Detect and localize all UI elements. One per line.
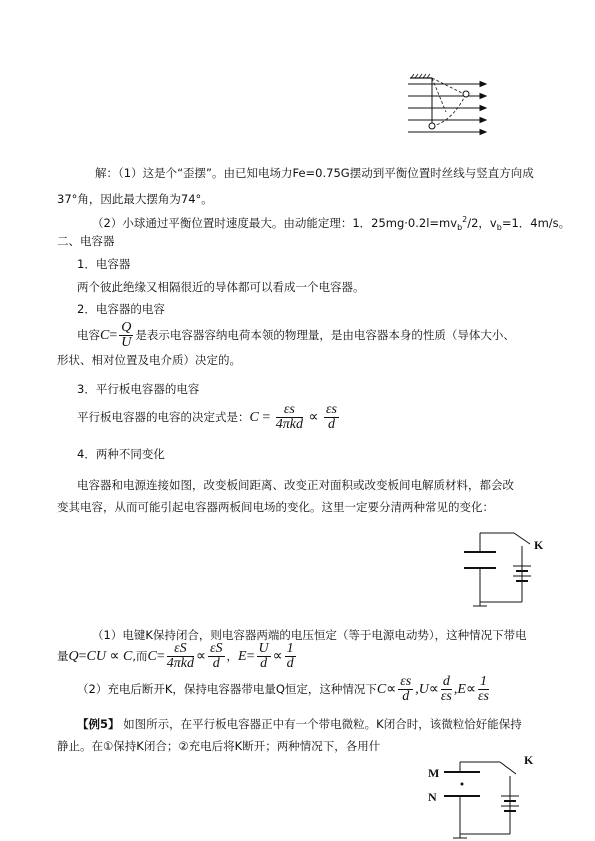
capacitance-definition-cont: 形状、相对位置及电介质）决定的。 — [57, 353, 241, 367]
pendulum-field-figure — [398, 72, 490, 138]
switch-k-label: K — [534, 538, 544, 552]
case2-formulas: （2）充电后断开K，保持电容器带电量Q恒定，这种情况下C∝ $\frac{\varepsilon s}{d}$ ,U∝ $\frac{d}{\varepsilon s}$ ,E∝ $\frac{1}{\varepsilon s}$ — [77, 674, 489, 704]
subsection-2-title: 2．电容器的电容 — [77, 302, 165, 316]
subsection-4-title: 4．两种不同变化 — [77, 447, 165, 461]
example-5-label: 【例5】 — [77, 717, 120, 731]
solution-part1-line1: 解：（1）这是个“歪摆”。由已知电场力Fe=0.75G摆动到平衡位置时丝线与竖直方向成 — [95, 166, 534, 180]
subsection-1-text: 两个彼此绝缘又相隔很近的导体都可以看成一个电容器。 — [77, 280, 365, 294]
capacitance-definition: 电容C= $\frac{Q}{U}$ 是表示电容器容纳电荷本领的物理量，是由电容器本身的性质（导体大小、 — [77, 320, 515, 350]
section-heading-capacitor: 二、电容器 — [57, 234, 115, 248]
plate-n-label: N — [428, 790, 437, 804]
plate-m-label: M — [428, 766, 440, 780]
example-circuit-figure — [440, 756, 540, 841]
subsection-4-text-line2: 变其电容，从而可能引起电容器两板间电场的变化。这里一定要分清两种常见的变化： — [57, 500, 494, 514]
case1-formulas: 量Q=CU ∝ C,而C= $\frac{\varepsilon S}{\text{4πkd}}$ ∝ $\frac{\varepsilon S}{d}$ ，E= $\frac{U}{d}$ ∝ $\frac{1}{d}$ — [57, 641, 294, 671]
parallel-plate-formula: 平行板电容器的电容的决定式是：C = $\frac{\varepsilon s}{\text{4πkd}}$ ∝ $\frac{\varepsilon s}{d}$ — [77, 402, 337, 432]
solution-part1-line2: 37°角，因此最大摆角为74°。 — [57, 192, 213, 206]
subsection-3-title: 3．平行板电容器的电容 — [77, 382, 200, 396]
subsection-4-text-line1: 电容器和电源连接如图，改变板间距离、改变正对面积或改变板间电解质材料，都会改 — [77, 478, 514, 492]
q-over-u-fraction: $\frac{Q}{U}$ — [121, 320, 132, 350]
example-5-line2: 静止。在①保持K闭合；②充电后将K断开；两种情况下，各用什 — [57, 739, 381, 753]
subsection-1-title: 1．电容器 — [77, 257, 131, 271]
solution-part2: （2）小球通过平衡位置时速度最大。由动能定理：1．$25mg\cdot 0.2l=mv_b^2/2$，$v_b=1$．4m/s。 — [92, 215, 571, 233]
switch-k-label-example: K — [524, 753, 534, 767]
case1-text: （1）电键K保持闭合，则电容器两端的电压恒定（等于电源电动势），这种情况下带电 — [92, 628, 527, 642]
example-5-line1: 【例5】 如图所示，在平行板电容器正中有一个带电微粒。K闭合时，该微粒恰好能保持 — [77, 717, 522, 731]
